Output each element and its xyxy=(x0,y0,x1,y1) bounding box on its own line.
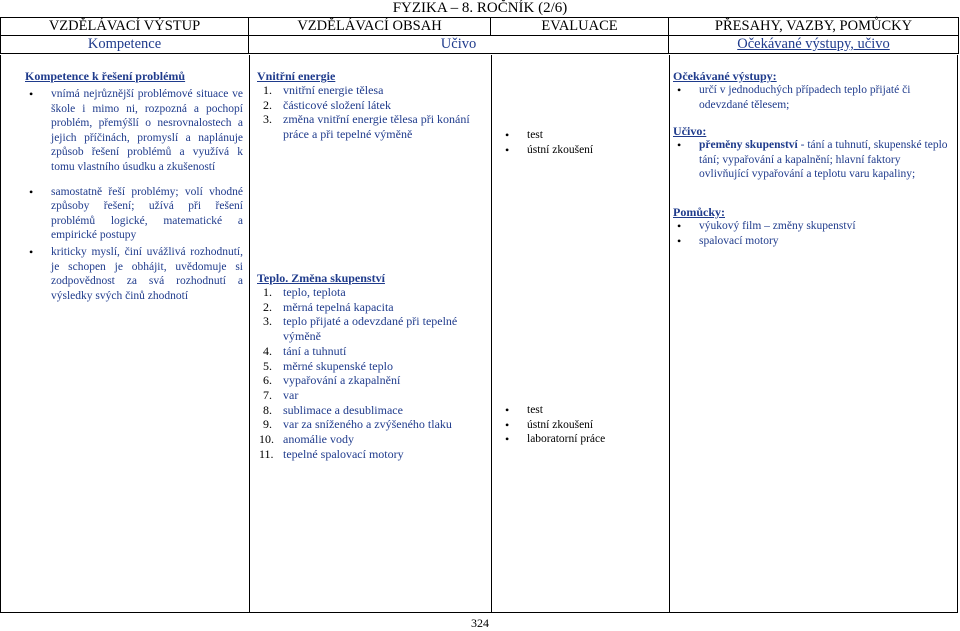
column-competences xyxy=(1,55,250,612)
header-presahy: PŘESAHY, VAZBY, POMŮCKY xyxy=(669,18,959,36)
list-item: 6. vypařování a zkapalnění xyxy=(263,373,401,388)
aids-list xyxy=(673,219,951,248)
list-item: 3. teplo přijaté a odevzdané při tepelné výměně xyxy=(263,314,458,344)
section-heading-internal-energy: Vnitřní energie xyxy=(257,69,336,83)
list-item: 3. změna vnitřní energie tělesa při konání práce a při tepelné výměně xyxy=(263,112,470,142)
list-item: 10. anomálie vody xyxy=(259,432,354,447)
competence-heading: Kompetence k řešení problémů xyxy=(25,69,186,83)
evaluation-item: • ústní zkoušení xyxy=(501,418,663,433)
competence-list xyxy=(25,245,243,303)
list-item: 8. sublimace a desublimace xyxy=(263,402,403,417)
header-row-sub xyxy=(1,36,959,54)
aid-item: • výukový film – změny skupenství xyxy=(673,219,951,234)
header-row-main xyxy=(1,18,959,36)
list-item: 7. var xyxy=(263,387,299,402)
competence-list xyxy=(25,185,243,243)
competence-item: • samostatně řeší problémy; volí vhodné způsoby řešení; užívá při řešení problémů logické, matematické a empirické postupy xyxy=(25,185,243,243)
page-number: 324 xyxy=(471,616,489,630)
header-obsah: VZDĚLÁVACÍ OBSAH xyxy=(249,18,491,36)
header-ocekavane: Očekávané výstupy, učivo xyxy=(669,36,959,54)
section-heading-heat: Teplo. Změna skupenství xyxy=(257,271,385,285)
list-item: 1. teplo, teplota xyxy=(263,285,346,299)
evaluation-list-1 xyxy=(501,128,663,157)
internal-energy-list xyxy=(257,83,481,142)
list-item: 5. měrné skupenské teplo xyxy=(263,358,393,373)
column-curriculum xyxy=(249,55,492,612)
curriculum-list xyxy=(673,138,951,182)
outcomes-heading: Očekávané výstupy: xyxy=(673,69,777,83)
header-ucivo: Učivo xyxy=(249,36,669,54)
list-item: 2. měrná tepelná kapacita xyxy=(263,299,394,314)
outcome-item: • určí v jednoduchých případech teplo přijaté či odevzdané tělesem; xyxy=(673,83,951,112)
page-title: FYZIKA – 8. ROČNÍK (2/6) xyxy=(392,0,568,16)
competence-item: • kriticky myslí, činí uvážlivá rozhodnutí, je schopen je obhájit, uvědomuje si zodpovědnost za svá rozhodnutí a výsledky svých činů zhodnotí xyxy=(25,245,243,303)
header-table xyxy=(0,17,959,54)
list-item: 4. tání a tuhnutí xyxy=(263,343,347,358)
header-evaluace: EVALUACE xyxy=(491,18,669,36)
curriculum-item: • přeměny skupenství - tání a tuhnutí, skupenské teplo tání; vypařování a kapalnění; hlavní faktory ovlivňující vypařování a teplotu varu kapaliny; xyxy=(673,138,951,182)
column-links xyxy=(669,55,959,612)
content-grid xyxy=(0,55,958,613)
aids-heading: Pomůcky: xyxy=(673,204,725,219)
list-item: 2. částicové složení látek xyxy=(263,97,391,112)
evaluation-item: • laboratorní práce xyxy=(501,432,663,447)
evaluation-item: • ústní zkoušení xyxy=(501,143,663,158)
list-item: 9. var za sníženého a zvýšeného tlaku xyxy=(263,417,452,432)
heat-list xyxy=(257,285,485,461)
list-item: 11. tepelné spalovací motory xyxy=(259,446,404,461)
evaluation-item: • test xyxy=(501,128,663,143)
header-vystup: VZDĚLÁVACÍ VÝSTUP xyxy=(1,18,249,36)
column-evaluation xyxy=(491,55,670,612)
list-item: 1. vnitřní energie tělesa xyxy=(263,83,384,97)
evaluation-list-2 xyxy=(501,403,663,447)
evaluation-item: • test xyxy=(501,403,663,418)
header-kompetence: Kompetence xyxy=(1,36,249,54)
outcomes-list xyxy=(673,83,951,112)
aid-item: • spalovací motory xyxy=(673,234,951,249)
competence-list xyxy=(25,87,243,175)
competence-item: • vnímá nejrůznější problémové situace ve škole i mimo ni, rozpozná a pochopí problém, přemýšlí o nesrovnalostech a jejich příčinách, promyslí a naplánuje způsob řešení problémů a využívá k tomu vlastního úsudku a zkušeností xyxy=(25,87,243,175)
curriculum-heading: Učivo: xyxy=(673,124,707,139)
